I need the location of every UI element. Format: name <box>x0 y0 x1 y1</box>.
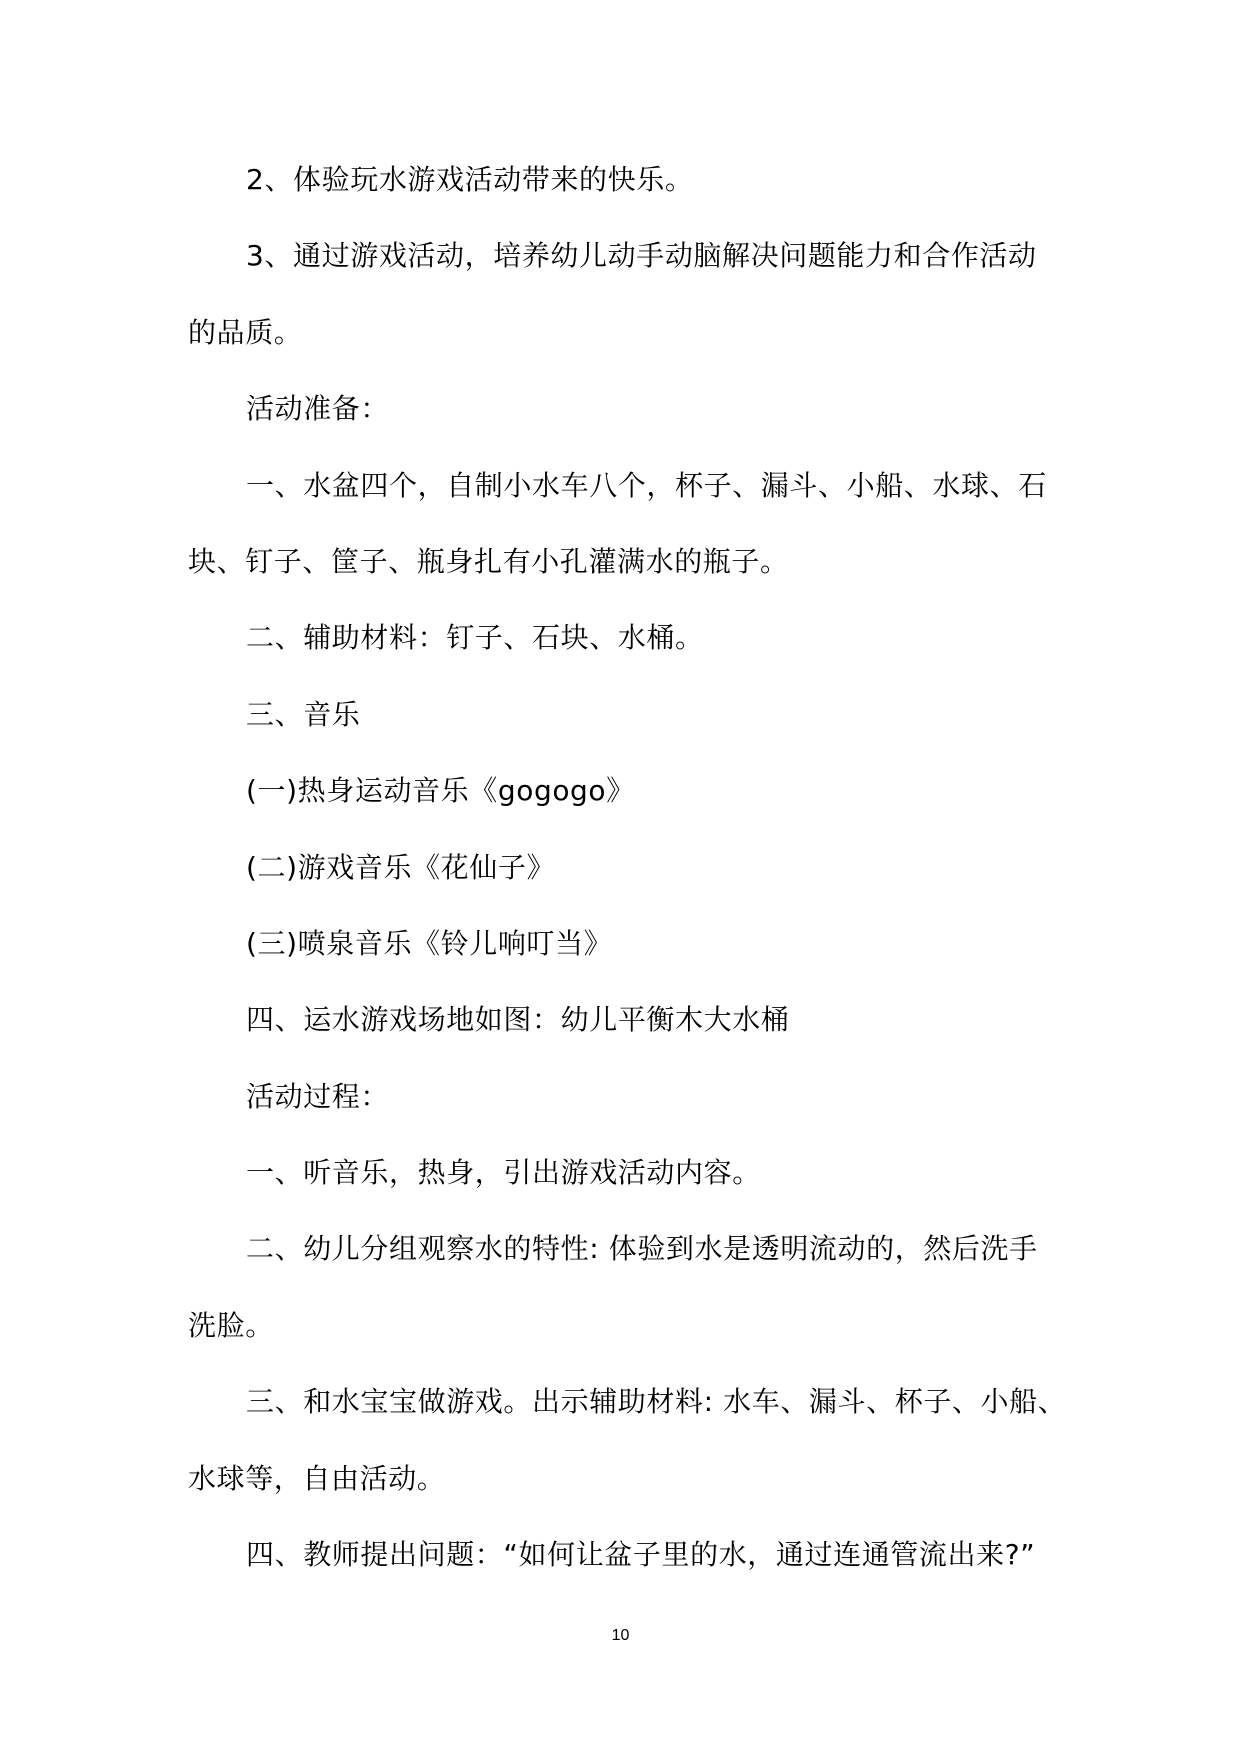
paragraph-line: 3、通过游戏活动，培养幼儿动手动脑解决问题能力和合作活动 <box>246 239 1037 273</box>
paragraph-line: 洗脸。 <box>188 1308 274 1342</box>
paragraph-line: 一、听音乐，热身，引出游戏活动内容。 <box>246 1156 761 1190</box>
page-number: 10 <box>611 1627 630 1644</box>
section-heading: 活动过程： <box>246 1079 390 1113</box>
paragraph-line: (三)喷泉音乐《铃儿响叮当》 <box>246 926 613 960</box>
paragraph-line: 三、音乐 <box>246 697 361 731</box>
paragraph-line: 二、辅助材料：钉子、石块、水桶。 <box>246 621 704 655</box>
paragraph-line: 四、运水游戏场地如图：幼儿平衡木大水桶 <box>246 1003 790 1037</box>
paragraph-line: 二、幼儿分组观察水的特性: 体验到水是透明流动的，然后洗手 <box>246 1232 1038 1266</box>
paragraph-line: 2、体验玩水游戏活动带来的快乐。 <box>246 163 694 196</box>
paragraph-line: 块、钉子、筐子、瓶身扎有小孔灌满水的瓶子。 <box>188 544 789 578</box>
document-body <box>188 142 1067 1593</box>
paragraph-line: 一、水盆四个，自制小水车八个，杯子、漏斗、小船、水球、石 <box>246 468 1047 502</box>
paragraph-line: (二)游戏音乐《花仙子》 <box>246 850 556 884</box>
paragraph-line: 四、教师提出问题：“如何让盆子里的水，通过连通管流出来?” <box>246 1538 1036 1572</box>
paragraph-line: (一)热身运动音乐《gogogo》 <box>246 774 635 808</box>
paragraph-line: 水球等，自由活动。 <box>188 1461 446 1495</box>
paragraph-line: 三、和水宝宝做游戏。出示辅助材料: 水车、漏斗、杯子、小船、 <box>246 1385 1067 1419</box>
section-heading: 活动准备： <box>246 392 390 426</box>
paragraph-line: 的品质。 <box>188 315 303 349</box>
